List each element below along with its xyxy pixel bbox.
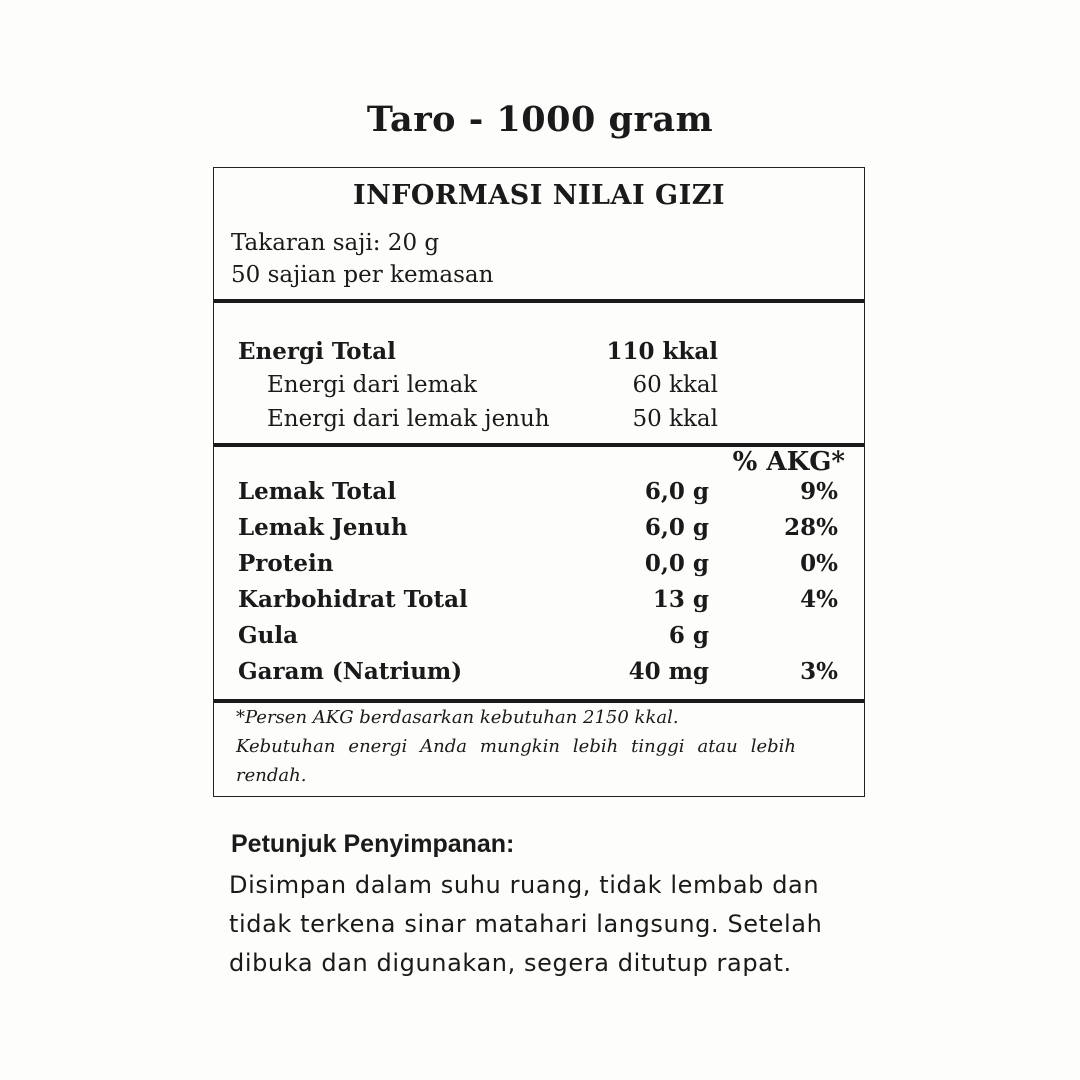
nutrient-amount: 0,0 g <box>644 550 709 577</box>
nutrient-amount: 6 g <box>668 622 709 649</box>
nutrient-row <box>238 478 838 512</box>
nutrient-amount: 6,0 g <box>644 514 709 541</box>
nutrient-label: Garam (Natrium) <box>238 658 463 685</box>
energy-value: 60 kkal <box>632 372 718 398</box>
akg-column-header: % AKG* <box>732 447 845 477</box>
nutrient-row <box>238 550 838 584</box>
nutrient-label: Karbohidrat Total <box>238 586 468 613</box>
serving-size: Takaran saji: 20 g <box>231 230 440 256</box>
nutrient-akg: 28% <box>784 514 838 541</box>
nutrient-akg: 0% <box>800 550 838 577</box>
footnote <box>236 703 796 790</box>
nutrition-facts-panel <box>213 167 865 797</box>
page-title: Taro - 1000 gram <box>366 99 714 140</box>
nutrient-amount: 13 g <box>652 586 709 613</box>
nutrient-label: Protein <box>238 550 334 577</box>
panel-heading: INFORMASI NILAI GIZI <box>352 180 726 211</box>
nutrient-akg: 3% <box>800 658 838 685</box>
footnote-line: rendah. <box>236 765 307 786</box>
nutrient-label: Lemak Jenuh <box>238 514 408 541</box>
nutrient-row <box>238 622 838 656</box>
footnote-line: *Persen AKG berdasarkan kebutuhan 2150 kkal. <box>236 707 679 728</box>
nutrient-row <box>238 586 838 620</box>
nutrient-label: Lemak Total <box>238 478 397 505</box>
nutrient-row <box>238 514 838 548</box>
storage-heading: Petunjuk Penyimpanan: <box>231 830 515 858</box>
energy-label: Energi Total <box>238 338 396 365</box>
energy-row <box>238 372 838 406</box>
storage-line: tidak terkena sinar matahari langsung. Setelah <box>229 910 823 938</box>
energy-row <box>238 406 838 440</box>
nutrient-akg: 9% <box>800 478 838 505</box>
footnote-line: Kebutuhan energi Anda mungkin lebih tinggi atau lebih <box>236 736 796 757</box>
energy-value: 50 kkal <box>632 406 718 432</box>
nutrient-amount: 6,0 g <box>644 478 709 505</box>
nutrient-amount: 40 mg <box>628 658 709 685</box>
nutrient-label: Gula <box>238 622 299 649</box>
divider <box>214 299 864 303</box>
energy-label: Energi dari lemak jenuh <box>267 406 550 432</box>
energy-row <box>238 338 838 372</box>
servings-per-pack: 50 sajian per kemasan <box>231 262 494 288</box>
nutrient-row <box>238 658 838 692</box>
nutrient-akg: 4% <box>800 586 838 613</box>
storage-line: dibuka dan digunakan, segera ditutup rapat. <box>229 949 792 977</box>
energy-value: 110 kkal <box>606 338 718 365</box>
storage-line: Disimpan dalam suhu ruang, tidak lembab dan <box>229 871 820 899</box>
storage-instructions <box>229 866 869 983</box>
energy-label: Energi dari lemak <box>267 372 478 398</box>
